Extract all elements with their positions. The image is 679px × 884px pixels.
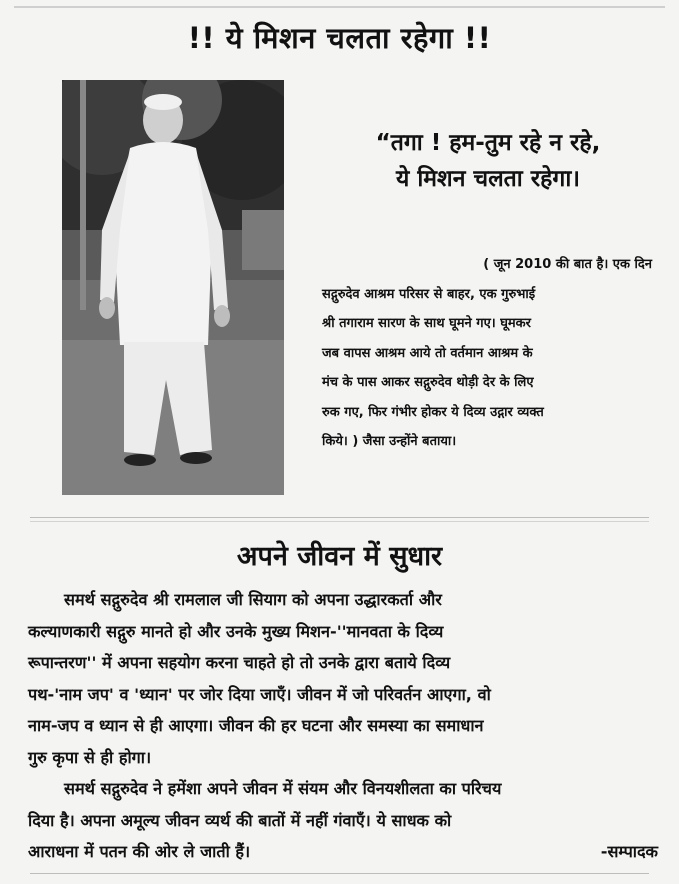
quote-block — [318, 125, 658, 197]
note-line: श्री तगाराम सारण के साथ घूमने गए। घूमकर — [322, 316, 531, 331]
quote-line: “तगा ! हम-तुम रहे न रहे, — [375, 130, 601, 156]
bottom-divider — [30, 873, 649, 874]
section-title: अपने जीवन में सुधार — [236, 541, 443, 572]
body-line: पथ-'नाम जप' व 'ध्यान' पर जोर दिया जाएँ। जीवन में जो परिवर्तन आएगा, वो — [28, 684, 491, 704]
section-divider — [30, 517, 649, 518]
section-body — [28, 584, 658, 868]
note-line: जब वापस आश्रम आये तो वर्तमान आश्रम के — [322, 345, 533, 361]
top-divider — [14, 6, 665, 8]
page-title: !! ये मिशन चलता रहेगा !! — [187, 21, 492, 55]
editor-signature: -सम्पादक — [600, 842, 658, 861]
body-line: कल्याणकारी सद्गुरु मानते हो और उनके मुख्य मिशन-''मानवता के दिव्य — [28, 621, 444, 641]
context-note — [322, 250, 652, 457]
quote-line: ये मिशन चलता रहेगा। — [396, 166, 580, 192]
body-line-last — [28, 836, 658, 868]
note-line: मंच के पास आकर सद्गुरुदेव थोड़ी देर के लिए — [322, 375, 534, 390]
section-divider — [30, 521, 649, 522]
note-line: किये। ) जैसा उन्होंने बताया। — [322, 434, 457, 449]
guru-photo — [62, 80, 284, 495]
body-line: नाम-जप व ध्यान से ही आएगा। जीवन की हर घटना और समस्या का समाधान — [28, 716, 484, 735]
body-line: दिया है। अपना अमूल्य जीवन व्यर्थ की बातों में नहीं गंवाएँ। ये साधक को — [28, 810, 452, 830]
note-line: ( जून 2010 की बात है। एक दिन — [483, 257, 652, 272]
note-line: रुक गए, फिर गंभीर होकर ये दिव्य उद्गार व्यक्त — [322, 404, 544, 420]
body-line: रूपान्तरण'' में अपना सहयोग करना चाहते हो तो उनके द्वारा बताये दिव्य — [28, 653, 451, 672]
body-line: समर्थ सद्गुरुदेव श्री रामलाल जी सियाग को अपना उद्धारकर्ता और — [64, 590, 442, 609]
body-line: आराधना में पतन की ओर ले जाती हैं। — [28, 842, 251, 861]
body-line: समर्थ सद्गुरुदेव ने हमेंशा अपने जीवन में संयम और विनयशीलता का परिचय — [64, 779, 502, 798]
body-line: गुरु कृपा से ही होगा। — [28, 747, 152, 767]
note-line: सद्गुरुदेव आश्रम परिसर से बाहर, एक गुरुभाई — [322, 286, 536, 302]
